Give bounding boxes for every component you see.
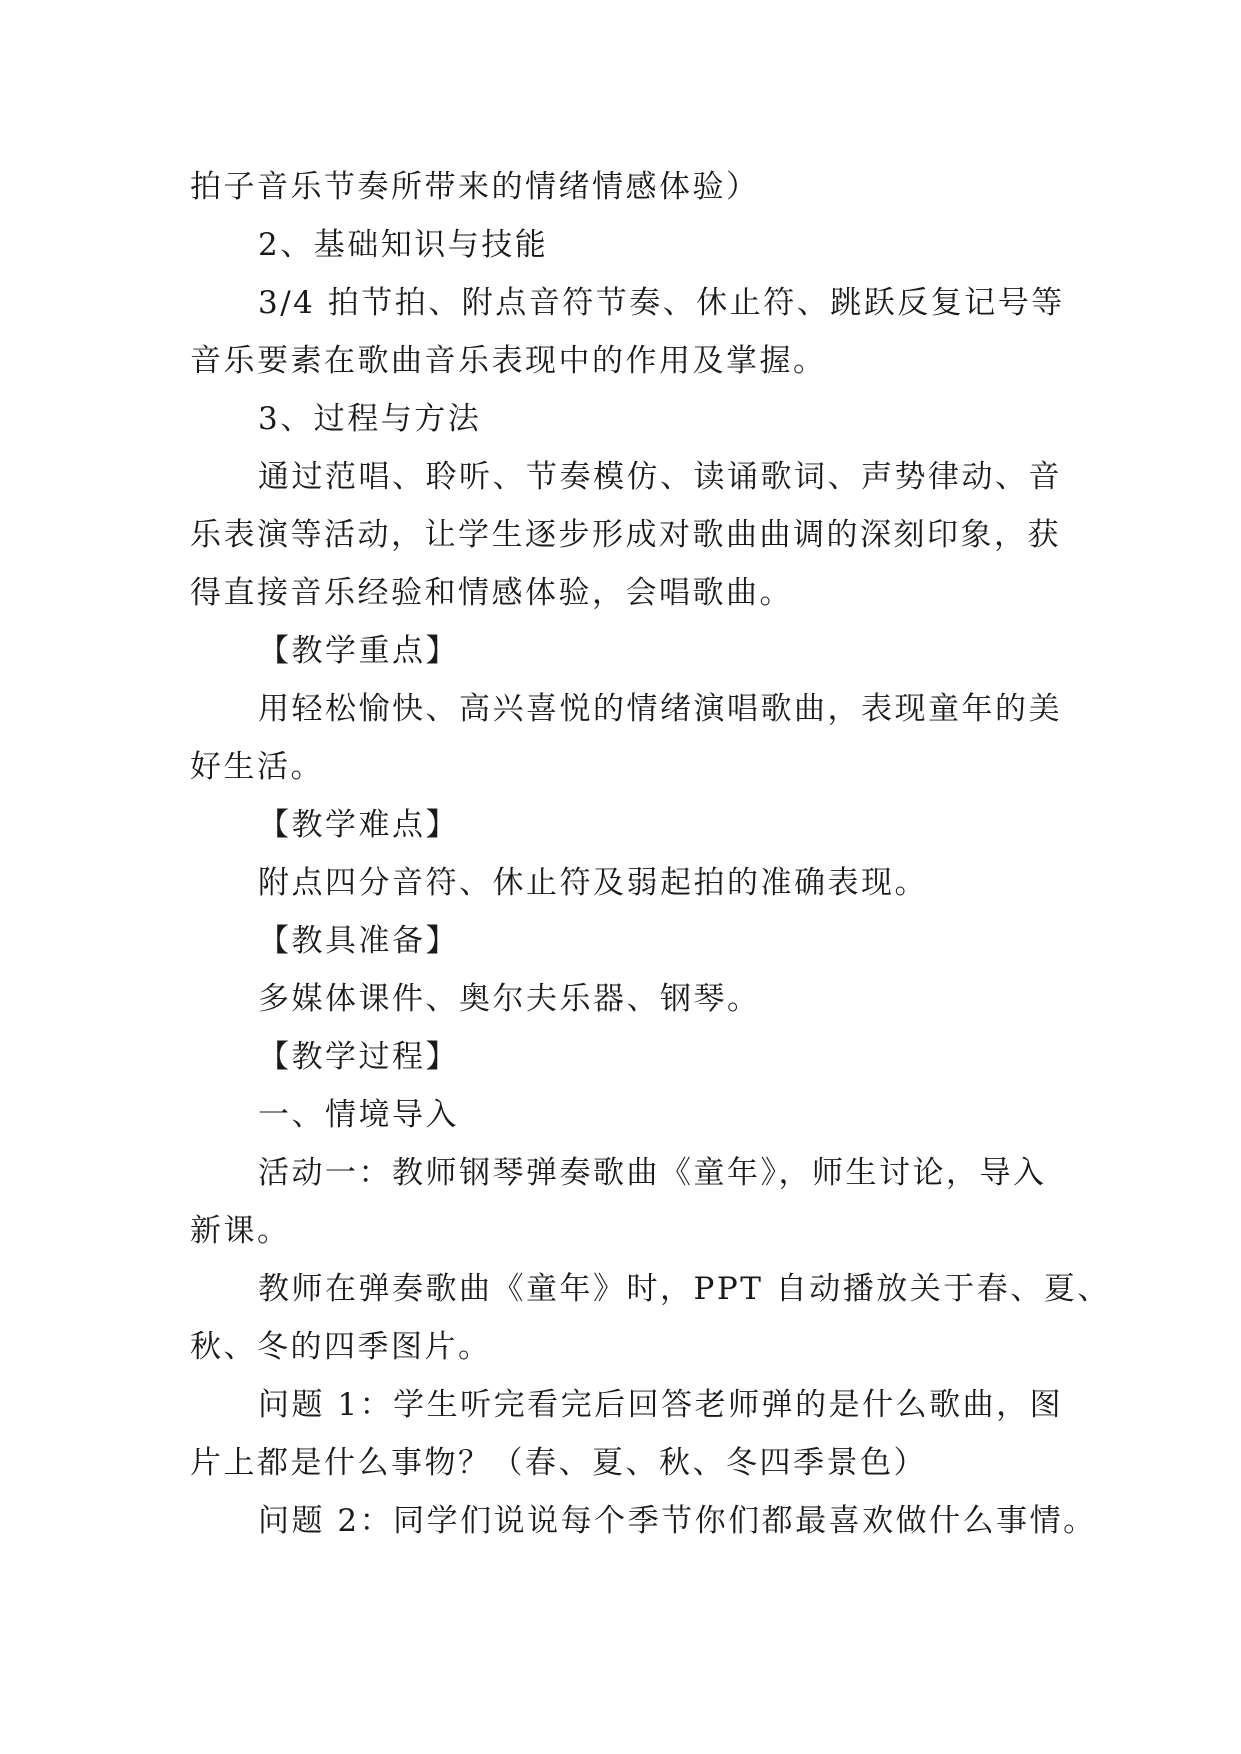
section-heading: 【教学过程】 (258, 1039, 459, 1075)
text-line: 片上都是什么事物？（春、夏、秋、冬四季景色） (190, 1445, 927, 1481)
section-heading: 【教学难点】 (258, 807, 459, 843)
text-line: 用轻松愉快、高兴喜悦的情绪演唱歌曲，表现童年的美 (258, 691, 1062, 727)
text-line: 新课。 (190, 1213, 291, 1249)
section-heading: 【教具准备】 (258, 923, 459, 959)
text-line: 问题 2：同学们说说每个季节你们都最喜欢做什么事情。 (258, 1503, 1097, 1539)
text-line: 多媒体课件、奥尔夫乐器、钢琴。 (258, 981, 761, 1017)
section-heading: 【教学重点】 (258, 633, 459, 669)
section-heading: 2、基础知识与技能 (258, 227, 549, 263)
text-line: 得直接音乐经验和情感体验，会唱歌曲。 (190, 575, 793, 611)
text-line: 秋、冬的四季图片。 (190, 1329, 492, 1365)
text-line: 活动一：教师钢琴弹奏歌曲《童年》，师生讨论，导入 (258, 1155, 1047, 1191)
text-line: 乐表演等活动，让学生逐步形成对歌曲曲调的深刻印象，获 (190, 517, 1061, 553)
document-body (190, 158, 1111, 1550)
text-line: 问题 1：学生听完看完后回答老师弹的是什么歌曲，图 (258, 1387, 1064, 1423)
text-line: 3/4 拍节拍、附点音符节奏、休止符、跳跃反复记号等 (258, 285, 1065, 321)
text-line: 教师在弹奏歌曲《童年》时，PPT 自动播放关于春、夏、 (258, 1271, 1111, 1307)
text-line: 附点四分音符、休止符及弱起拍的准确表现。 (258, 865, 928, 901)
section-heading: 3、过程与方法 (258, 401, 482, 437)
text-line: 拍子音乐节奏所带来的情绪情感体验） (190, 169, 760, 205)
text-line: 好生活。 (190, 749, 324, 785)
section-heading: 一、情境导入 (258, 1097, 459, 1133)
text-line: 音乐要素在歌曲音乐表现中的作用及掌握。 (190, 343, 827, 379)
text-line: 通过范唱、聆听、节奏模仿、读诵歌词、声势律动、音 (258, 459, 1062, 495)
